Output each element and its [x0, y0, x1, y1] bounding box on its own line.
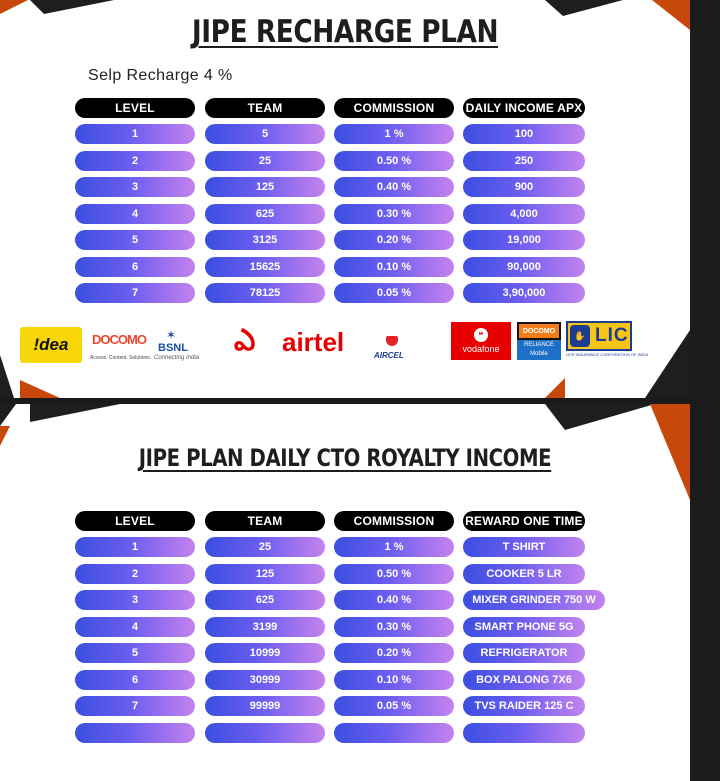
- lic-tagline: LIFE INSURANCE CORPORATION OF INDIA: [566, 352, 649, 357]
- recharge-table-cell: 100: [463, 124, 585, 144]
- airtel-logo: [234, 322, 360, 362]
- bsnl-logo-text: BSNL: [158, 342, 188, 354]
- recharge-table-cell: 15625: [205, 257, 325, 277]
- aircel-logo: [374, 336, 410, 362]
- corner-decoration: [30, 404, 120, 422]
- side-strip: [690, 0, 720, 398]
- royalty-table-cell: TVS RAIDER 125 C: [463, 696, 585, 716]
- royalty-table-cell: 4: [75, 617, 195, 637]
- royalty-table-cell: 99999: [205, 696, 325, 716]
- lic-logo-box: [566, 321, 632, 351]
- royalty-table-cell: [463, 723, 585, 743]
- airtel-swirl-icon: ఎ: [234, 324, 256, 357]
- recharge-table-cell: 0.30 %: [334, 204, 454, 224]
- royalty-header-cell: REWARD ONE TIME: [463, 511, 585, 531]
- royalty-table-cell: COOKER 5 LR: [463, 564, 585, 584]
- corner-decoration: [650, 404, 690, 500]
- vodafone-logo: [451, 322, 511, 360]
- corner-decoration: [652, 0, 690, 30]
- royalty-table-cell: 0.40 %: [334, 590, 454, 610]
- recharge-header-cell: LEVEL: [75, 98, 195, 118]
- royalty-header-cell: TEAM: [205, 511, 325, 531]
- recharge-table-cell: 25: [205, 151, 325, 171]
- recharge-table-cell: 0.40 %: [334, 177, 454, 197]
- royalty-table-cell: 25: [205, 537, 325, 557]
- recharge-table-cell: 90,000: [463, 257, 585, 277]
- recharge-table-cell: 625: [205, 204, 325, 224]
- vodafone-mark-icon: ❝: [474, 328, 488, 342]
- idea-logo-text: !dea: [33, 335, 69, 354]
- lic-emblem-icon: ✋: [570, 325, 590, 347]
- reliance-docomo-top: DOCOMO: [517, 322, 561, 340]
- royalty-table-cell: SMART PHONE 5G: [463, 617, 585, 637]
- royalty-table-cell: T SHIRT: [463, 537, 585, 557]
- corner-decoration: [0, 355, 14, 398]
- recharge-table-cell: 4,000: [463, 204, 585, 224]
- recharge-table-cell: 0.05 %: [334, 283, 454, 303]
- recharge-table-cell: 5: [75, 230, 195, 250]
- recharge-table-cell: 1: [75, 124, 195, 144]
- airtel-logo-text: airtel: [282, 327, 345, 357]
- royalty-table-cell: 3: [75, 590, 195, 610]
- royalty-table-cell: MIXER GRINDER 750 W: [463, 590, 605, 610]
- recharge-header-cell: COMMISSION: [334, 98, 454, 118]
- recharge-table-cell: 19,000: [463, 230, 585, 250]
- recharge-table-cell: 7: [75, 283, 195, 303]
- aircel-mark-icon: [386, 336, 398, 346]
- docomo-tagline: Access. Content. Solutions.: [90, 355, 152, 361]
- corner-decoration: [645, 330, 690, 398]
- bsnl-mark-icon: ✶: [166, 328, 177, 342]
- recharge-header-cell: DAILY INCOME APX: [463, 98, 585, 118]
- recharge-table-cell: 0.20 %: [334, 230, 454, 250]
- recharge-table-cell: 5: [205, 124, 325, 144]
- royalty-table-cell: [75, 723, 195, 743]
- corner-decoration: [545, 378, 565, 398]
- page-title: JIPE RECHARGE PLAN: [191, 14, 499, 50]
- recharge-table-cell: 900: [463, 177, 585, 197]
- recharge-table-cell: 0.50 %: [334, 151, 454, 171]
- corner-decoration: [30, 0, 114, 14]
- royalty-table-cell: 30999: [205, 670, 325, 690]
- recharge-table-cell: 3,90,000: [463, 283, 585, 303]
- aircel-logo-text: AIRCEL: [374, 351, 404, 360]
- recharge-table-cell: 6: [75, 257, 195, 277]
- recharge-table-cell: 3: [75, 177, 195, 197]
- royalty-table-cell: 3199: [205, 617, 325, 637]
- royalty-title: JIPE PLAN DAILY CTO ROYALTY INCOME: [138, 444, 552, 472]
- corner-decoration: [0, 404, 16, 426]
- corner-decoration: [0, 0, 28, 14]
- recharge-header-cell: TEAM: [205, 98, 325, 118]
- recharge-plan-slide: [0, 0, 690, 398]
- royalty-table-cell: 0.10 %: [334, 670, 454, 690]
- royalty-header-cell: COMMISSION: [334, 511, 454, 531]
- royalty-table-cell: 1: [75, 537, 195, 557]
- royalty-table-cell: 5: [75, 643, 195, 663]
- vodafone-logo-text: vodafone: [462, 344, 500, 354]
- recharge-table-cell: 4: [75, 204, 195, 224]
- royalty-table-cell: 6: [75, 670, 195, 690]
- lic-logo-text: LIC: [595, 325, 629, 346]
- royalty-table-cell: 1 %: [334, 537, 454, 557]
- bsnl-tagline: Connecting India: [154, 355, 200, 361]
- docomo-logo-text: DOCOMO: [92, 332, 146, 347]
- reliance-docomo-logo: [517, 322, 561, 360]
- recharge-table-cell: 125: [205, 177, 325, 197]
- royalty-table-cell: [334, 723, 454, 743]
- royalty-table-cell: 7: [75, 696, 195, 716]
- recharge-table-cell: 2: [75, 151, 195, 171]
- royalty-table-cell: 125: [205, 564, 325, 584]
- royalty-table-cell: 0.30 %: [334, 617, 454, 637]
- corner-decoration: [0, 426, 10, 446]
- royalty-table-cell: 10999: [205, 643, 325, 663]
- lic-logo: [566, 321, 649, 365]
- royalty-table-cell: 2: [75, 564, 195, 584]
- self-recharge-note: Selp Recharge 4 %: [88, 67, 233, 84]
- recharge-table-cell: 250: [463, 151, 585, 171]
- royalty-table-cell: BOX PALONG 7X6: [463, 670, 585, 690]
- royalty-table-cell: REFRIGERATOR: [463, 643, 585, 663]
- side-strip: [690, 404, 720, 781]
- royalty-table-cell: 0.20 %: [334, 643, 454, 663]
- royalty-table-cell: 0.50 %: [334, 564, 454, 584]
- recharge-table-cell: 3125: [205, 230, 325, 250]
- reliance-mobile-text: RELIANCE Mobile: [517, 340, 561, 360]
- royalty-header-cell: LEVEL: [75, 511, 195, 531]
- corner-decoration: [20, 380, 60, 398]
- corner-decoration: [545, 404, 655, 430]
- royalty-table-cell: [205, 723, 325, 743]
- idea-logo: [20, 327, 82, 363]
- docomo-logo: [90, 328, 152, 364]
- royalty-table-cell: 625: [205, 590, 325, 610]
- recharge-table-cell: 1 %: [334, 124, 454, 144]
- bsnl-logo: [152, 328, 200, 364]
- royalty-table-cell: 0.05 %: [334, 696, 454, 716]
- recharge-table-cell: 0.10 %: [334, 257, 454, 277]
- recharge-table-cell: 78125: [205, 283, 325, 303]
